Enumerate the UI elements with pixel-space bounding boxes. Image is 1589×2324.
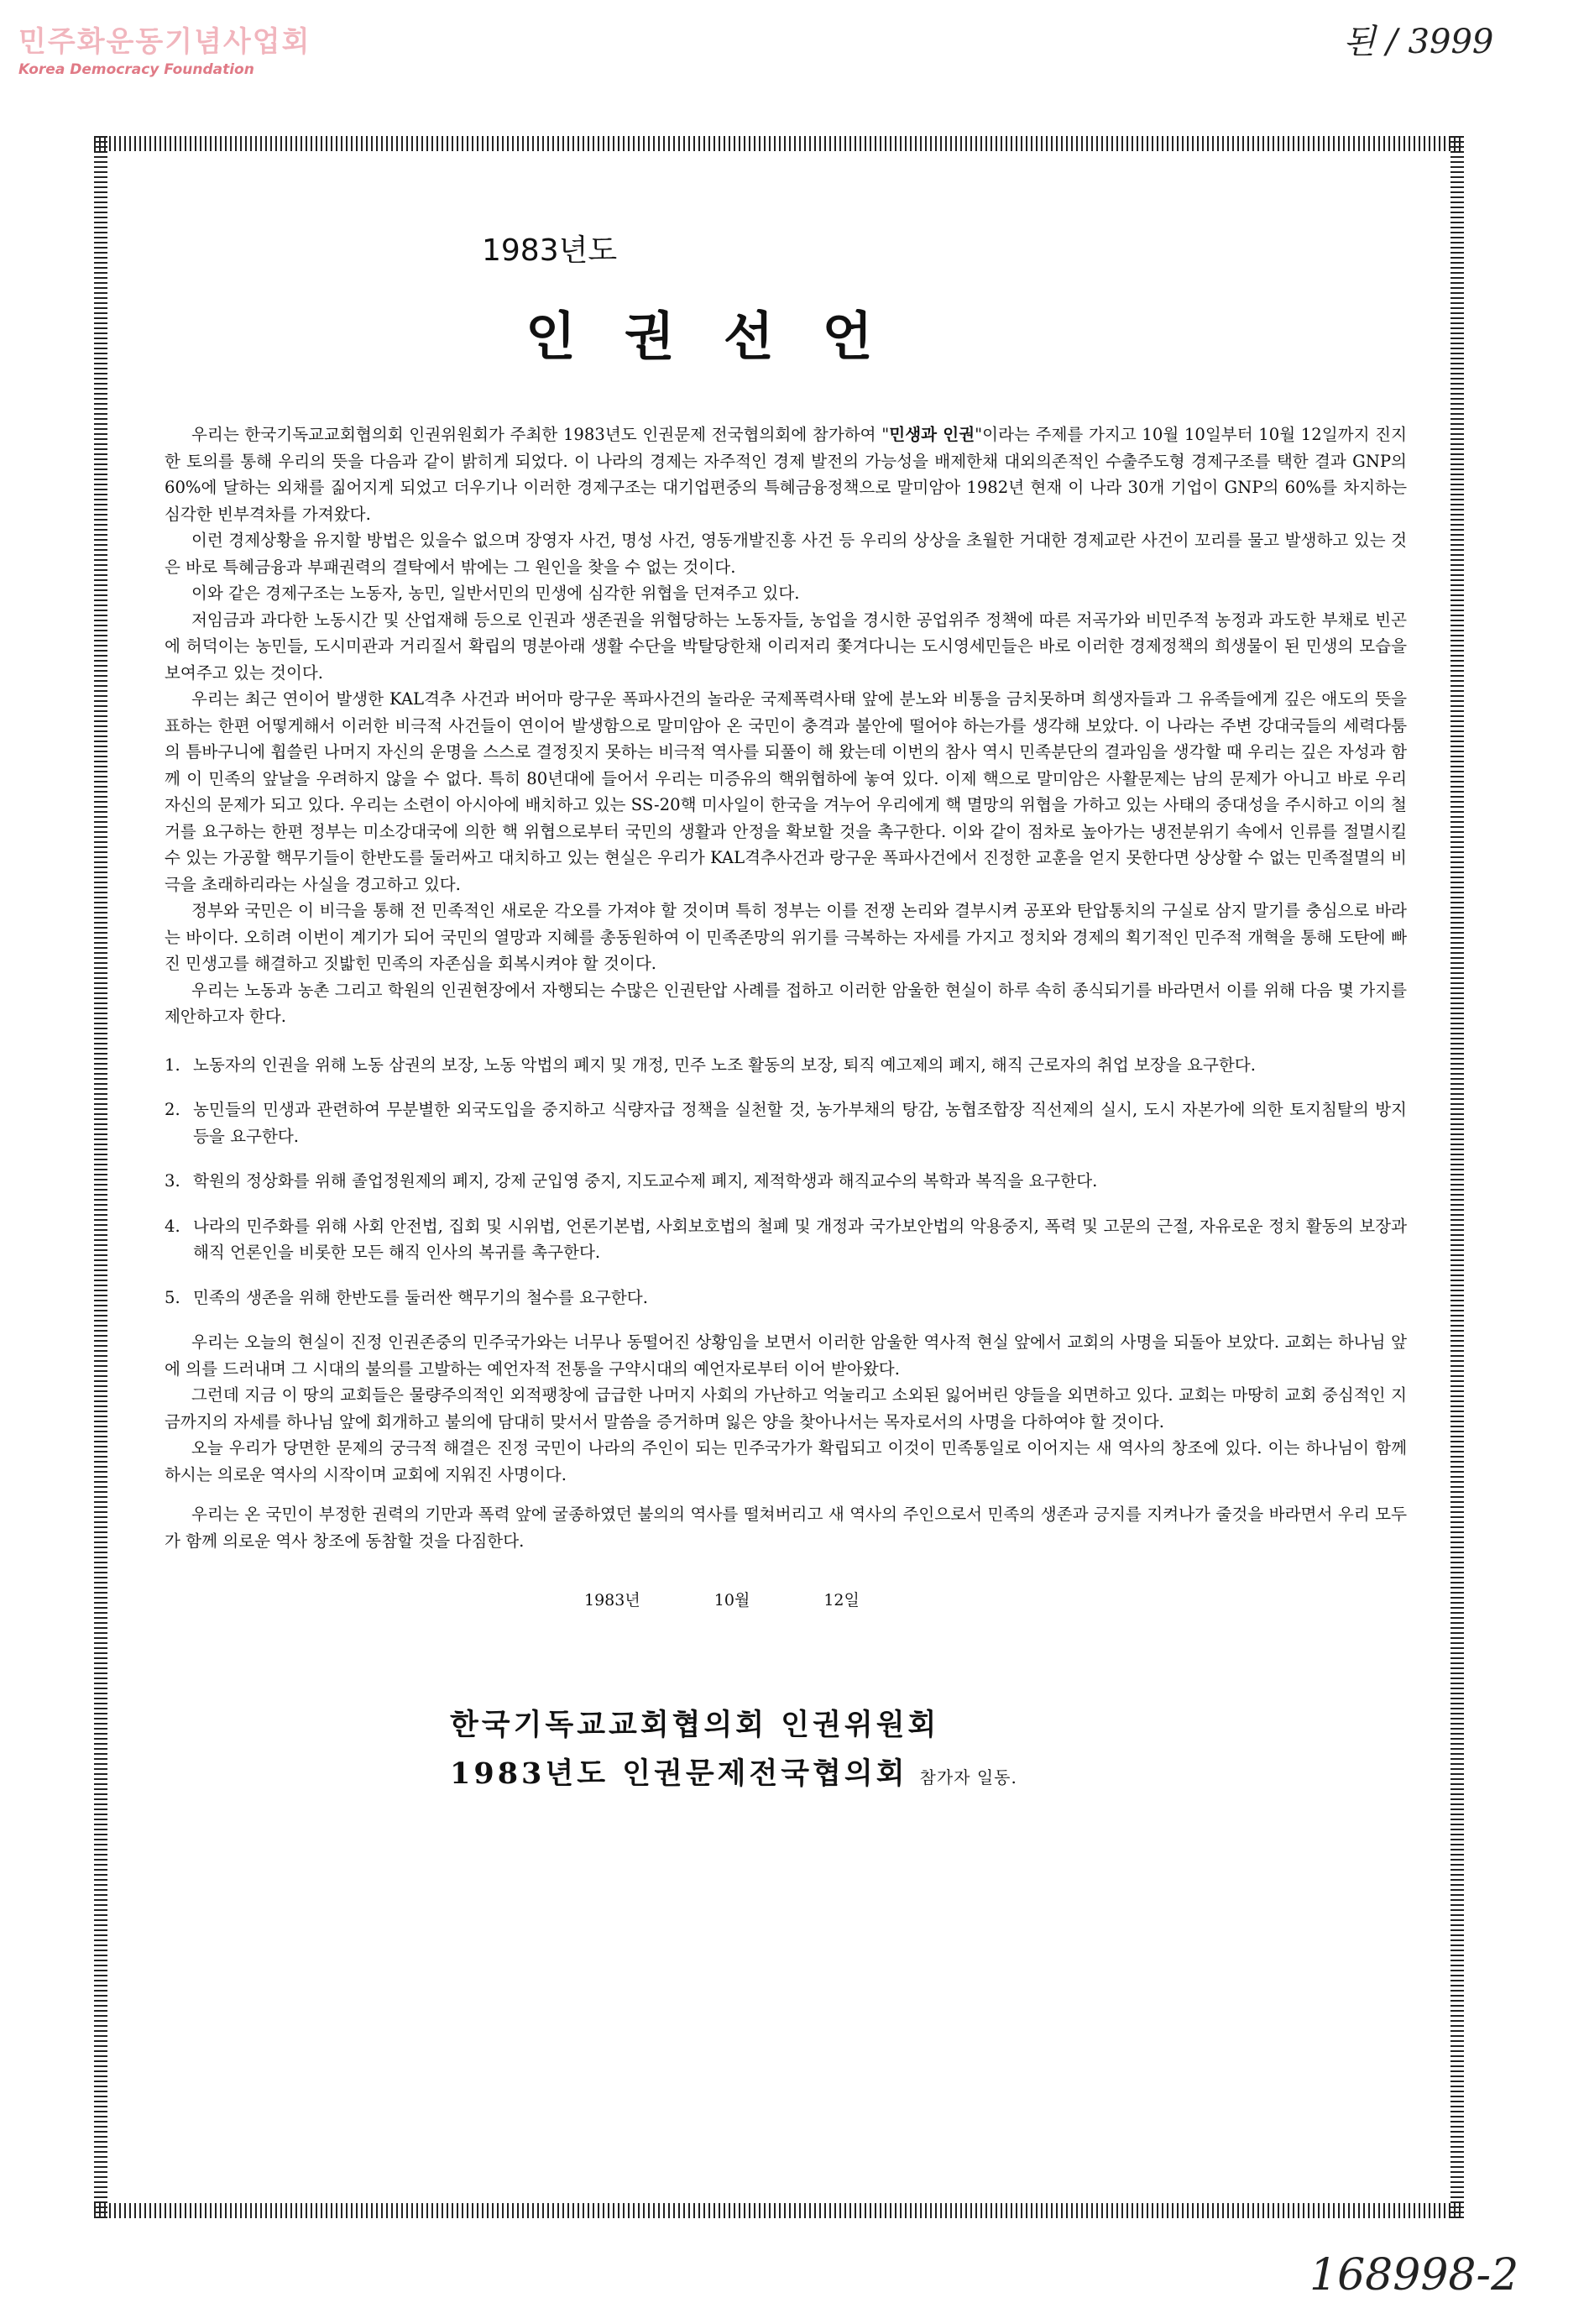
date-year: 1983년 — [584, 1591, 640, 1610]
border-top — [94, 136, 1464, 151]
handwritten-note-top: 된 / 3999 — [1343, 23, 1494, 61]
body-paragraph: 저임금과 과다한 노동시간 및 산업재해 등으로 인권과 생존권을 위협당하는 노동자들, 농업을 경시한 공업위주 정책에 따른 저곡가와 비민주적 농정과 과도한 부채로 빈곤에 허덕이는 농민들, 도시미관과 거리질서 확립의 명분아래 생활 수단을 박탈당한채 이리저리 쫓겨다니는 도시영세민들은 바로 이러한 경제정책의 희생물이 된 민생의 모습을 보여주고 있는 것이다. — [165, 610, 1407, 683]
theme-emphasis: 민생과 인권 — [889, 425, 975, 444]
demand-item: 3. 학원의 정상화를 위해 졸업정원제의 폐지, 강제 군입영 중지, 지도교수제 폐지, 제적학생과 해직교수의 복학과 복직을 요구한다. — [165, 1171, 1098, 1191]
body-paragraph: 정부와 국민은 이 비극을 통해 전 민족적인 새로운 각오를 가져야 할 것이며 특히 정부는 이를 전쟁 논리와 결부시켜 공포와 탄압통치의 구실로 삼지 말기를 충심으로 바라는 바이다. 오히려 이번이 계기가 되어 국민의 열망과 지혜를 총동원하여 이 민족존망의 위기를 극복하는 자세를 가지고 정치와 경제의 획기적인 민주적 개혁을 통해 도탄에 빠진 민생고를 해결하고 짓밟힌 민족의 자존심을 회복시켜야 할 것이다. — [165, 901, 1407, 973]
closing-paragraph: 오늘 우리가 당면한 문제의 궁극적 해결은 진정 국민이 나라의 주인이 되는 민주국가가 확립되고 이것이 민족통일로 이어지는 새 역사의 창조에 있다. 이는 하나님이 함께하시는 의로운 역사의 시작이며 교회에 지워진 사명이다. — [165, 1438, 1407, 1484]
body-paragraph: 우리는 최근 연이어 발생한 KAL격추 사건과 버어마 랑구운 폭파사건의 놀라운 국제폭력사태 앞에 분노와 비통을 금치못하며 희생자들과 그 유족들에게 깊은 애도의 뜻을 표하는 한편 어떻게해서 이러한 비극적 사건들이 연이어 발생함으로 말미암아 온 국민이 충격과 불안에 떨어야 하는가를 생각해 보았다. 이 나라는 주변 강대국들의 세력다툼의 틈바구니에 휩쓸린 나머지 자신의 운명을 스스로 결정짓지 못하는 비극적 역사를 되풀이 해 왔는데 이번의 참사 역시 민족분단의 결과임을 생각할 때 우리는 깊은 자성과 함께 이 민족의 앞날을 우려하지 않을 수 없다. 특히 80년대에 들어서 우리는 미증유의 핵위협하에 놓여 있다. 이제 핵으로 말미암은 사활문제는 남의 문제가 아니고 바로 우리 자신의 문제가 되고 있다. 우리는 소련이 아시아에 배치하고 있는 SS-20핵 미사일이 한국을 겨누어 우리에게 핵 멸망의 위협을 가하고 있는 사태의 중대성을 주시하고 이의 철거를 요구하는 한편 정부는 미소강대국에 의한 핵 위협으로부터 국민의 생활과 안정을 확보할 것을 촉구한다. 이와 같이 점차로 높아가는 냉전분위기 속에서 인류를 절멸시킬 수 있는 가공할 핵무기들이 한반도를 둘러싸고 대치하고 있는 현실은 우리가 KAL격추사건과 랑구운 폭파사건에서 진정한 교훈을 얻지 못한다면 상상할 수 없는 민족절멸의 비극을 초래하리라는 사실을 경고하고 있다. — [165, 689, 1407, 894]
closing-paragraph: 그런데 지금 이 땅의 교회들은 물량주의적인 외적팽창에 급급한 나머지 사회의 가난하고 억눌리고 소외된 잃어버린 양들을 외면하고 있다. 교회는 마땅히 교회 중심적인 지금까지의 자세를 하나님 앞에 회개하고 불의에 담대히 맞서서 말씀을 증거하며 잃은 양을 찾아나서는 목자로서의 사명을 다하여야 할 것이다. — [165, 1385, 1407, 1432]
handwritten-archive-number: 168998-2 — [1309, 2250, 1519, 2300]
body-paragraph: 이와 같은 경제구조는 노동자, 농민, 일반서민의 민생에 심각한 위협을 던져주고 있다. — [191, 584, 800, 603]
watermark-english: Korea Democracy Foundation — [18, 61, 254, 78]
document-title: 인권선언 — [525, 306, 922, 367]
signatory-line-2: 1983년도 인권문제전국협의회 참가자 일동. — [450, 1756, 1017, 1791]
signatory-suffix: 참가자 일동. — [919, 1767, 1017, 1787]
final-paragraph: 우리는 온 국민이 부정한 권력의 기만과 폭력 앞에 굴종하였던 불의의 역사를 떨쳐버리고 새 역사의 주인으로서 민족의 생존과 긍지를 지켜나가 줄것을 바라면서 우리 모두가 함께 의로운 역사 창조에 동참할 것을 다짐한다. — [165, 1505, 1407, 1551]
body-paragraph: 우리는 노동과 농촌 그리고 학원의 인권현장에서 자행되는 수많은 인권탄압 사례를 접하고 이러한 암울한 현실이 하루 속히 종식되기를 바라면서 이를 위해 다음 몇 가지를 제안하고자 한다. — [165, 980, 1407, 1026]
border-right — [1450, 136, 1464, 2218]
signatories — [450, 1701, 1407, 1802]
document-body — [165, 421, 1407, 1554]
body-paragraph: 이런 경제상황을 유지할 방법은 있을수 없으며 장영자 사건, 명성 사건, 영동개발진흥 사건 등 우리의 상상을 초월한 거대한 경제교란 사건이 꼬리를 물고 발생하고 있는 것은 바로 특혜금융과 부패권력의 결탁에서 밖에는 그 원인을 찾을 수 없는 것이다. — [165, 531, 1407, 577]
demand-item: 5. 민족의 생존을 위해 한반도를 둘러싼 핵무기의 철수를 요구한다. — [165, 1287, 648, 1307]
signatory-line-1: 한국기독교교회협의회 인권위원회 — [450, 1708, 940, 1742]
watermark-logo — [18, 18, 311, 78]
border-bottom — [94, 2203, 1464, 2218]
document-content — [165, 227, 1407, 1802]
watermark-korean: 민주화운동기념사업회 — [18, 25, 311, 59]
demands-list — [165, 1052, 1407, 1311]
demand-item: 4. 나라의 민주화를 위해 사회 안전법, 집회 및 시위법, 언론기본법, 사회보호법의 철폐 및 개정과 국가보안법의 악용중지, 폭력 및 고문의 근절, 자유로운 정치 활동의 보장과 해직 언론인을 비롯한 모든 해직 인사의 복귀를 촉구한다. — [165, 1216, 1407, 1262]
date-month: 10월 — [713, 1591, 750, 1610]
date-day: 12일 — [823, 1591, 860, 1610]
year-title: 1983년도 — [482, 233, 618, 268]
document-date — [584, 1588, 1407, 1610]
demand-item: 2. 농민들의 민생과 관련하여 무분별한 외국도입을 중지하고 식량자급 정책을 실천할 것, 농가부채의 탕감, 농협조합장 직선제의 실시, 도시 자본가에 의한 토지침탈의 방지 등을 요구한다. — [165, 1100, 1407, 1146]
closing-paragraph: 우리는 오늘의 현실이 진정 인권존중의 민주국가와는 너무나 동떨어진 상황임을 보면서 이러한 암울한 역사적 현실 앞에서 교회의 사명을 되돌아 보았다. 교회는 하나님 앞에 의를 드러내며 그 시대의 불의를 고발하는 예언자적 전통을 구약시대의 예언자로부터 이어 받아왔다. — [165, 1332, 1407, 1379]
demand-item: 1. 노동자의 인권을 위해 노동 삼권의 보장, 노동 악법의 폐지 및 개정, 민주 노조 활동의 보장, 퇴직 예고제의 폐지, 해직 근로자의 취업 보장을 요구한다. — [165, 1055, 1256, 1075]
intro-paragraph: 우리는 한국기독교교회협의회 인권위원회가 주최한 1983년도 인권문제 전국협의회에 참가하여 "민생과 인권"이라는 주제를 가지고 10월 10일부터 10월 12일까지 진지한 토의를 통해 우리의 뜻을 다음과 같이 밝히게 되었다. 이 나라의 경제는 자주적인 경제 발전의 가능성을 배제한채 대외의존적인 수출주도형 경제구조를 택한 결과 GNP의 60%에 달하는 외채를 짊어지게 되었고 더우기나 이러한 경제구조는 대기업편중의 특혜금융정책으로 말미암아 1982년 현재 이 나라 30개 기업이 GNP의 60%를 차지하는 심각한 빈부격차를 가져왔다. — [165, 425, 1407, 524]
border-left — [94, 136, 107, 2218]
